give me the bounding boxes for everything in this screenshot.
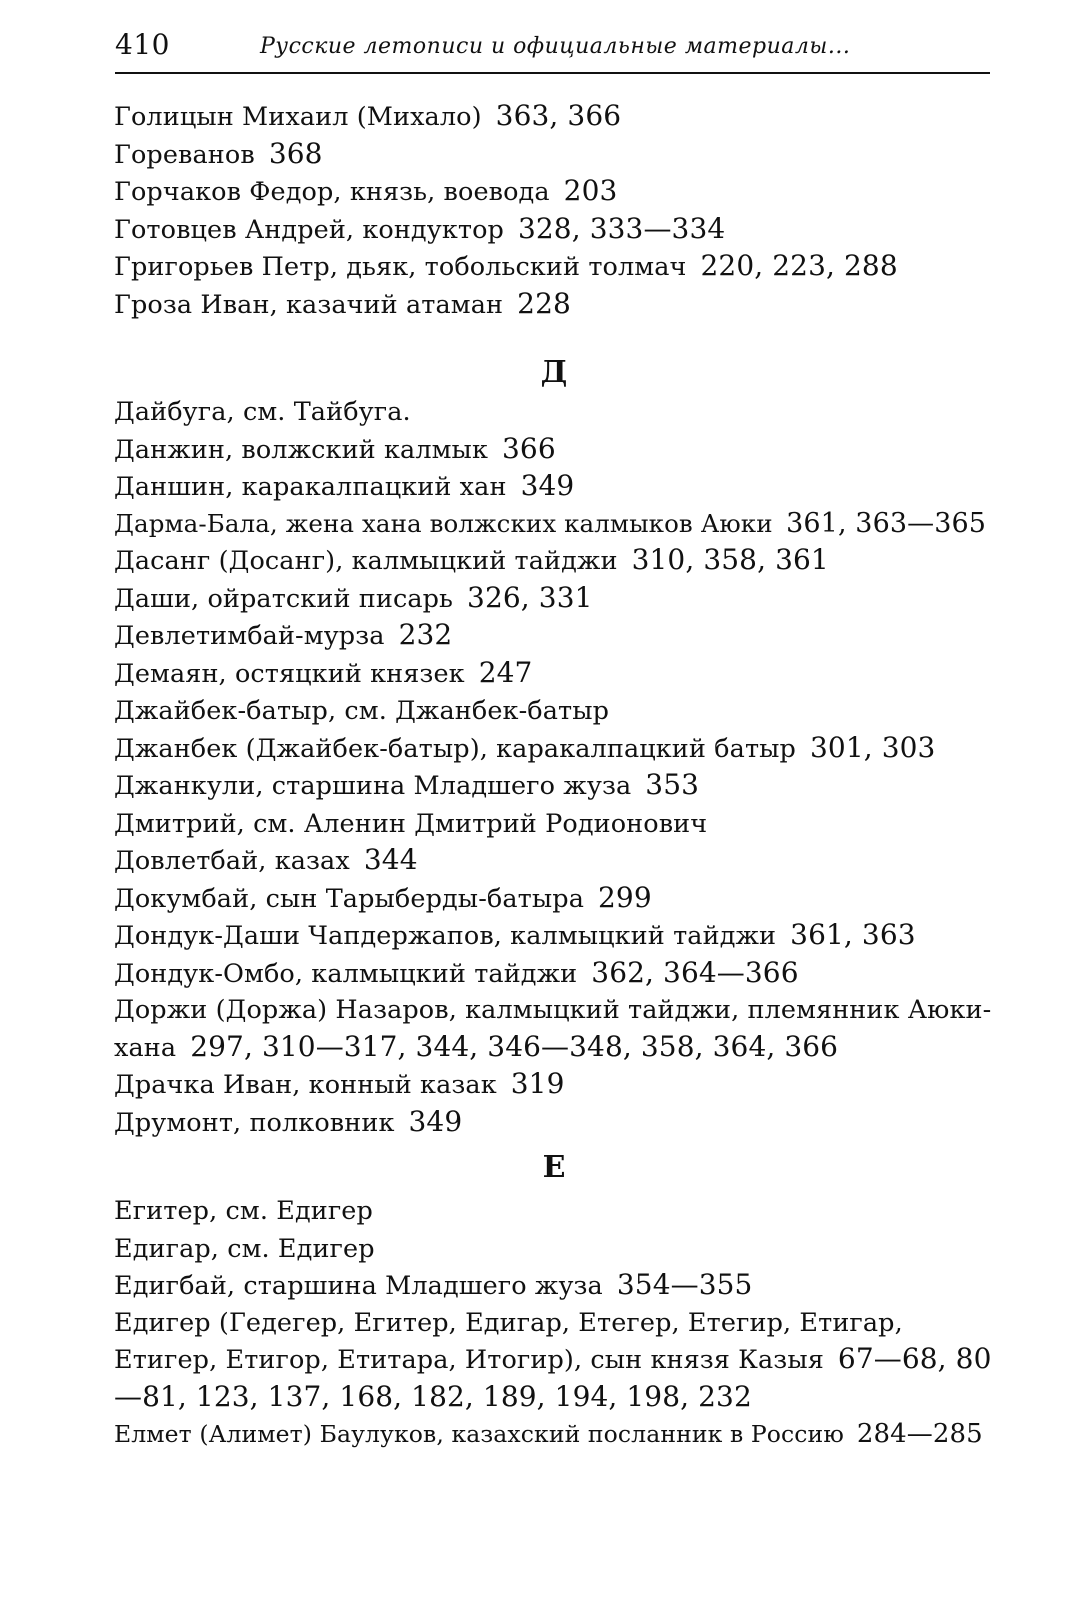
entry-pages: 297, 310—317, 344, 346—348, 358, 364, 366 xyxy=(190,1029,839,1063)
index-entry xyxy=(114,173,994,211)
entry-name: Джанкули, старшина Младшего жуза xyxy=(114,771,632,801)
running-title: Русские летописи и официальные материалы... xyxy=(260,34,851,59)
index-entry xyxy=(114,655,994,693)
entry-pages: 361, 363 xyxy=(790,918,916,951)
entry-pages: 344 xyxy=(363,843,418,876)
entry-pages: 232 xyxy=(398,618,453,651)
entry-pages: 310, 358, 361 xyxy=(631,543,829,576)
index-entry xyxy=(114,1066,994,1104)
index-entry xyxy=(114,98,994,136)
entry-name: Джанбек (Джайбек-батыр), каракалпацкий батыр xyxy=(114,733,796,764)
entry-name: Драчка Иван, конный казак xyxy=(114,1070,497,1100)
entry-name: Дмитрий, см. Аленин Дмитрий Родионович xyxy=(114,808,708,839)
entry-name: Докумбай, сын Тарыберды-батыра xyxy=(114,883,584,914)
entry-name: Егитер, см. Едигер xyxy=(114,1196,373,1226)
index-entry xyxy=(114,880,994,918)
entry-pages: 361, 363—365 xyxy=(786,507,987,539)
index-entry xyxy=(114,393,994,431)
entry-pages: 366 xyxy=(502,431,556,465)
index-entry xyxy=(114,1305,994,1417)
entry-pages: 299 xyxy=(598,880,652,914)
entry-pages: 363, 366 xyxy=(495,99,622,132)
entry-pages: 284—285 xyxy=(856,1419,983,1449)
index-entry xyxy=(114,542,994,580)
entry-pages: 362, 364—366 xyxy=(591,955,799,989)
entry-pages: 247 xyxy=(478,655,533,689)
entry-name: Горчаков Федор, князь, воевода xyxy=(114,177,550,207)
entry-pages: 220, 223, 288 xyxy=(700,249,898,282)
index-entry xyxy=(114,917,994,955)
entry-name: Джайбек-батыр, см. Джанбек-батыр xyxy=(114,696,610,726)
entry-name: Готовцев Андрей, кондуктор xyxy=(114,214,504,245)
index-entry xyxy=(114,1104,994,1142)
entry-name: Гроза Иван, казачий атаман xyxy=(114,289,504,320)
index-entry xyxy=(114,767,994,805)
index-entry xyxy=(114,955,994,993)
entry-name: Дондук-Даши Чапдержапов, калмыцкий тайджи xyxy=(114,921,777,951)
entry-name: Демаян, остяцкий князек xyxy=(114,658,465,689)
index-section-d xyxy=(114,393,994,1141)
index-entry xyxy=(114,136,994,174)
entry-name: Довлетбай, казах xyxy=(114,846,350,876)
entry-pages: 228 xyxy=(517,286,571,320)
index-entry xyxy=(114,992,994,1066)
entry-pages: 349 xyxy=(520,469,575,502)
entry-name: Даншин, каракалпацкий хан xyxy=(114,472,507,502)
entry-name: Девлетимбай-мурза xyxy=(114,621,385,651)
index-entry xyxy=(114,617,994,655)
entry-name: Доржи (Доржа) Назаров, калмыцкий тайджи, племянник Аюки-хана xyxy=(114,995,992,1063)
entry-name: Даши, ойратский писарь xyxy=(114,583,454,614)
entry-name: Данжин, волжский калмык xyxy=(114,434,488,465)
header-rule xyxy=(115,72,990,74)
index-section-e xyxy=(114,1192,994,1453)
index-entry xyxy=(114,730,994,768)
entry-pages: 354—355 xyxy=(616,1268,753,1301)
entry-pages: 319 xyxy=(510,1067,565,1100)
entry-pages: 349 xyxy=(408,1104,463,1138)
index-entry xyxy=(114,1267,994,1305)
entry-name: Едигбай, старшина Младшего жуза xyxy=(114,1271,603,1301)
index-entry xyxy=(114,431,994,469)
entry-name: Дондук-Омбо, калмыцкий тайджи xyxy=(114,958,578,989)
entry-name: Гореванов xyxy=(114,139,255,170)
index-entry xyxy=(114,1230,994,1268)
index-entry xyxy=(114,1192,994,1230)
index-entry xyxy=(114,805,994,843)
entry-name: Григорьев Петр, дьяк, тобольский толмач xyxy=(114,252,687,282)
entry-pages: 353 xyxy=(645,768,700,801)
index-section-g xyxy=(114,98,994,323)
entry-name: Едигар, см. Едигер xyxy=(114,1233,375,1264)
section-letter-d: Д xyxy=(540,355,568,390)
entry-name: Дайбуга, см. Тайбуга. xyxy=(114,397,411,427)
index-entry xyxy=(114,468,994,506)
index-entry xyxy=(114,506,994,543)
entry-pages: 326, 331 xyxy=(467,580,593,614)
entry-pages: 67—68, 80—81, 123, 137, 168, 182, 189, 194, 198, 232 xyxy=(114,1342,992,1413)
section-letter-e: Е xyxy=(542,1150,566,1185)
entry-name: Голицын Михаил (Михало) xyxy=(114,102,482,132)
index-entry xyxy=(114,211,994,249)
entry-name: Дарма-Бала, жена хана волжских калмыков Аюки xyxy=(114,508,773,538)
running-head xyxy=(115,22,990,68)
index-entry xyxy=(114,842,994,880)
page-number: 410 xyxy=(115,28,170,61)
entry-pages: 328, 333—334 xyxy=(517,211,726,245)
entry-pages: 301, 303 xyxy=(809,730,936,764)
index-entry xyxy=(114,580,994,618)
entry-pages: 368 xyxy=(268,136,323,170)
entry-pages: 203 xyxy=(563,174,618,207)
index-entry xyxy=(114,248,994,286)
entry-name: Дасанг (Досанг), калмыцкий тайджи xyxy=(114,546,618,576)
entry-name: Едигер (Гедегер, Егитер, Едигар, Етегер, Етегир, Етигар, Етигер, Етигор, Етитара, Итогир), сын князя Казыя xyxy=(114,1307,903,1375)
entry-name: Елмет (Алимет) Баулуков, казахский посланник в Россию xyxy=(114,1420,844,1448)
index-entry xyxy=(114,286,994,324)
index-entry xyxy=(114,1416,994,1453)
index-entry xyxy=(114,692,994,730)
entry-name: Друмонт, полковник xyxy=(114,1107,395,1138)
